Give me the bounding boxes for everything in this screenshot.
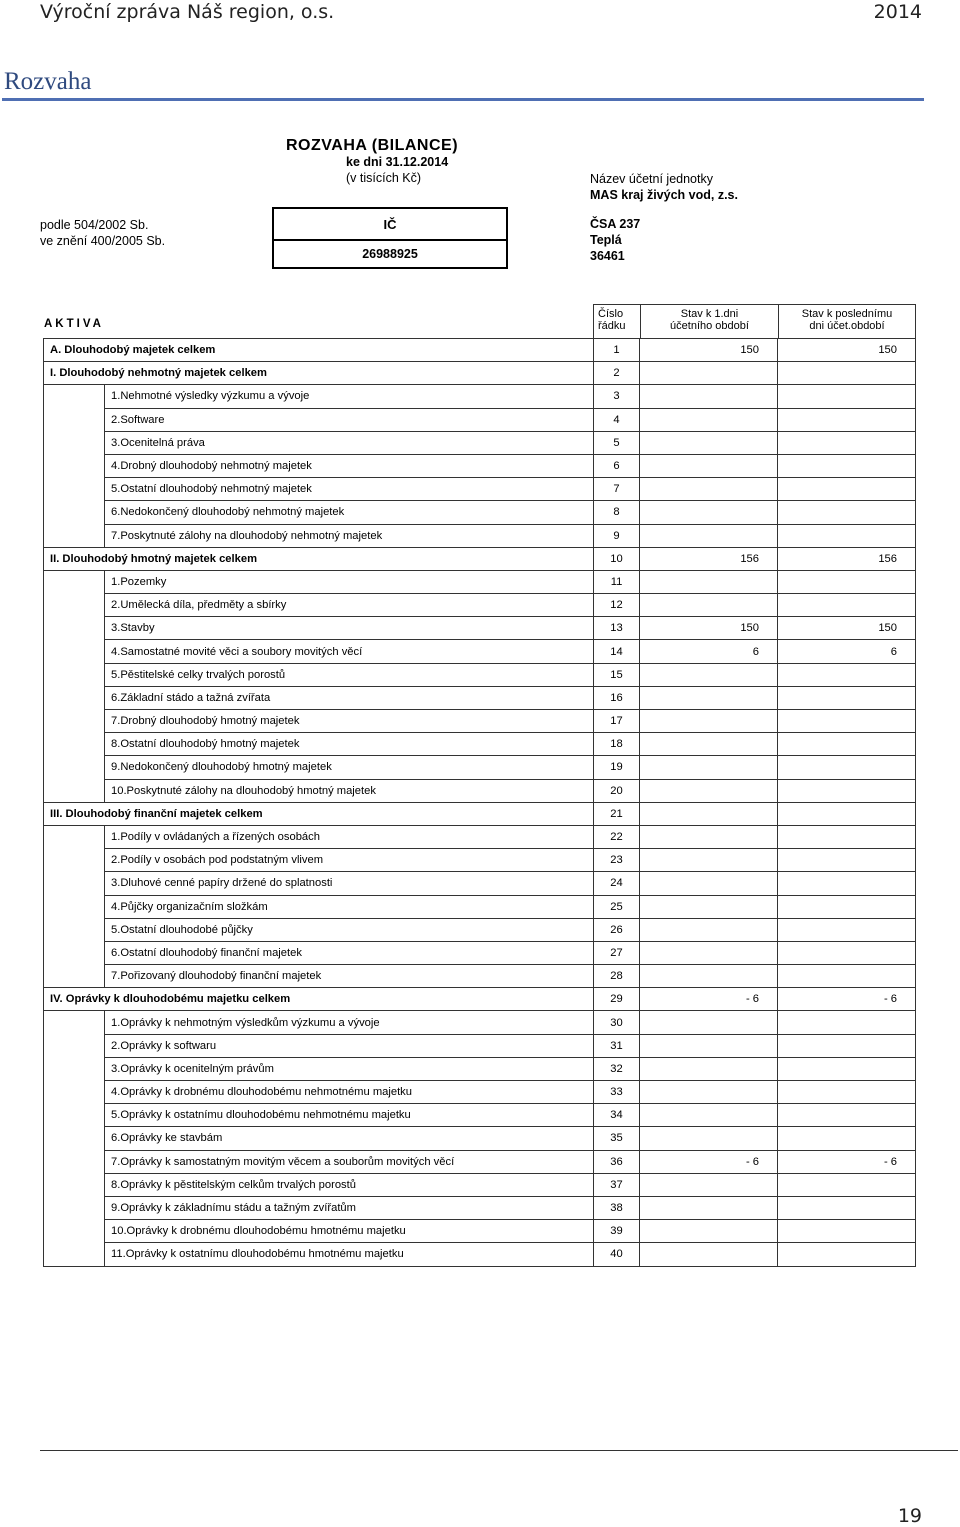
- section-title: Rozvaha: [4, 68, 92, 95]
- row-value-end: [778, 825, 916, 848]
- table-row: [44, 640, 916, 663]
- row-indent: [44, 825, 105, 848]
- legal-line-2: ve znění 400/2005 Sb.: [40, 234, 166, 248]
- legal-line-1: podle 504/2002 Sb.: [40, 218, 149, 232]
- row-value-end: [778, 594, 916, 617]
- table-row: [44, 872, 916, 895]
- row-value-end: [778, 1173, 916, 1196]
- table-row: [44, 1034, 916, 1057]
- row-indent: [44, 408, 105, 431]
- row-value-start: [640, 524, 778, 547]
- row-value-end: [778, 895, 916, 918]
- row-indent: [44, 756, 105, 779]
- row-value-end: 150: [778, 617, 916, 640]
- row-value-start: [640, 594, 778, 617]
- table-row: [44, 570, 916, 593]
- row-value-start: [640, 1034, 778, 1057]
- row-value-start: [640, 408, 778, 431]
- table-row: [44, 547, 916, 570]
- table-row: [44, 339, 916, 362]
- row-number: 1: [594, 339, 640, 362]
- row-indent: [44, 1150, 105, 1173]
- column-header-end-1: Stav k poslednímu: [801, 308, 893, 320]
- row-label: A. Dlouhodobý majetek celkem: [44, 339, 594, 362]
- row-label: I. Dlouhodobý nehmotný majetek celkem: [44, 362, 594, 385]
- row-value-end: [778, 1243, 916, 1266]
- entity-address: [590, 216, 640, 264]
- row-label: 7.Poskytnuté zálohy na dlouhodobý nehmotný majetek: [105, 524, 594, 547]
- row-value-start: [640, 825, 778, 848]
- row-label: 4.Samostatné movité věci a soubory movitých věcí: [105, 640, 594, 663]
- row-label: 6.Nedokončený dlouhodobý nehmotný majetek: [105, 501, 594, 524]
- row-label: 1.Podíly v ovládaných a řízených osobách: [105, 825, 594, 848]
- row-label: 6.Oprávky ke stavbám: [105, 1127, 594, 1150]
- row-indent: [44, 710, 105, 733]
- column-header-start-1: Stav k 1.dni: [680, 308, 739, 320]
- table-row: [44, 941, 916, 964]
- table-row: [44, 362, 916, 385]
- row-value-start: [640, 1173, 778, 1196]
- row-value-end: [778, 733, 916, 756]
- row-indent: [44, 849, 105, 872]
- row-label: 7.Drobný dlouhodobý hmotný majetek: [105, 710, 594, 733]
- row-number: 19: [594, 756, 640, 779]
- row-number: 16: [594, 686, 640, 709]
- row-value-end: [778, 802, 916, 825]
- row-number: 13: [594, 617, 640, 640]
- row-number: 9: [594, 524, 640, 547]
- row-value-start: 6: [640, 640, 778, 663]
- row-value-start: [640, 454, 778, 477]
- row-value-end: [778, 501, 916, 524]
- form-date: ke dni 31.12.2014: [346, 155, 449, 169]
- row-number: 31: [594, 1034, 640, 1057]
- row-number: 26: [594, 918, 640, 941]
- row-number: 33: [594, 1081, 640, 1104]
- table-row: [44, 1011, 916, 1034]
- row-label: 5.Ostatní dlouhodobé půjčky: [105, 918, 594, 941]
- row-indent: [44, 895, 105, 918]
- column-header-start-2: účetního období: [670, 320, 749, 332]
- row-value-start: [640, 872, 778, 895]
- row-number: 34: [594, 1104, 640, 1127]
- row-value-end: [778, 1034, 916, 1057]
- row-label: 1.Nehmotné výsledky výzkumu a vývoje: [105, 385, 594, 408]
- row-number: 32: [594, 1057, 640, 1080]
- row-label: 2.Umělecká díla, předměty a sbírky: [105, 594, 594, 617]
- row-value-start: [640, 941, 778, 964]
- row-label: 3.Dluhové cenné papíry držené do splatnosti: [105, 872, 594, 895]
- table-row: [44, 431, 916, 454]
- table-row: [44, 988, 916, 1011]
- row-value-end: - 6: [778, 1150, 916, 1173]
- table-row: [44, 825, 916, 848]
- row-value-end: [778, 663, 916, 686]
- row-value-end: [778, 1196, 916, 1219]
- row-value-start: [640, 478, 778, 501]
- table-row: [44, 408, 916, 431]
- row-number: 6: [594, 454, 640, 477]
- row-indent: [44, 501, 105, 524]
- row-value-start: [640, 779, 778, 802]
- row-label: 6.Základní stádo a tažná zvířata: [105, 686, 594, 709]
- row-number: 30: [594, 1011, 640, 1034]
- row-value-end: [778, 941, 916, 964]
- table-row: [44, 1127, 916, 1150]
- row-label: 3.Oprávky k ocenitelným právům: [105, 1057, 594, 1080]
- row-number: 25: [594, 895, 640, 918]
- column-header-line-number: [594, 305, 640, 338]
- column-header-end: [778, 305, 915, 338]
- row-indent: [44, 1243, 105, 1266]
- entity-label: Název účetní jednotky: [590, 172, 713, 186]
- row-label: 5.Ostatní dlouhodobý nehmotný majetek: [105, 478, 594, 501]
- row-label: II. Dlouhodobý hmotný majetek celkem: [44, 547, 594, 570]
- legal-reference: [40, 217, 165, 249]
- form-title: ROZVAHA (BILANCE): [286, 137, 459, 154]
- row-label: 10.Oprávky k drobnému dlouhodobému hmotnému majetku: [105, 1220, 594, 1243]
- row-number: 14: [594, 640, 640, 663]
- row-label: 2.Software: [105, 408, 594, 431]
- row-label: 11.Oprávky k ostatnímu dlouhodobému hmotnému majetku: [105, 1243, 594, 1266]
- entity-name: MAS kraj živých vod, z.s.: [590, 188, 738, 202]
- row-value-end: 150: [778, 339, 916, 362]
- document-title: Výroční zpráva Náš region, o.s.: [40, 1, 335, 23]
- row-value-end: [778, 478, 916, 501]
- row-value-end: [778, 779, 916, 802]
- row-value-start: [640, 1081, 778, 1104]
- table-row: [44, 733, 916, 756]
- row-value-end: [778, 686, 916, 709]
- row-indent: [44, 941, 105, 964]
- table-row: [44, 686, 916, 709]
- row-value-start: 150: [640, 339, 778, 362]
- row-indent: [44, 385, 105, 408]
- row-value-start: [640, 362, 778, 385]
- row-indent: [44, 478, 105, 501]
- row-label: 1.Oprávky k nehmotným výsledkům výzkumu a vývoje: [105, 1011, 594, 1034]
- table-row: [44, 1220, 916, 1243]
- aktiva-label: AKTIVA: [44, 318, 104, 330]
- page-number: 19: [897, 1505, 922, 1527]
- report-year: 2014: [873, 1, 922, 23]
- row-value-end: [778, 1057, 916, 1080]
- column-headers: [593, 304, 916, 339]
- table-row: [44, 895, 916, 918]
- row-value-start: [640, 849, 778, 872]
- row-number: 15: [594, 663, 640, 686]
- row-number: 39: [594, 1220, 640, 1243]
- row-number: 22: [594, 825, 640, 848]
- ic-label: IČ: [274, 209, 506, 241]
- table-row: [44, 385, 916, 408]
- row-value-end: [778, 1104, 916, 1127]
- row-value-end: [778, 1127, 916, 1150]
- row-label: 5.Oprávky k ostatnímu dlouhodobému nehmotnému majetku: [105, 1104, 594, 1127]
- row-indent: [44, 454, 105, 477]
- row-value-start: [640, 1243, 778, 1266]
- row-indent: [44, 617, 105, 640]
- balance-sheet-table: [43, 338, 916, 1267]
- row-value-start: [640, 1196, 778, 1219]
- table-row: [44, 617, 916, 640]
- row-indent: [44, 1034, 105, 1057]
- balance-sheet-body: [44, 339, 916, 1267]
- table-row: [44, 1081, 916, 1104]
- table-row: [44, 918, 916, 941]
- row-value-end: [778, 965, 916, 988]
- row-indent: [44, 431, 105, 454]
- row-value-end: [778, 524, 916, 547]
- row-number: 20: [594, 779, 640, 802]
- address-city: Teplá: [590, 233, 622, 247]
- row-value-end: - 6: [778, 988, 916, 1011]
- row-value-start: [640, 1104, 778, 1127]
- table-row: [44, 524, 916, 547]
- row-value-start: [640, 431, 778, 454]
- running-header: [0, 0, 960, 26]
- row-number: 23: [594, 849, 640, 872]
- row-value-end: [778, 385, 916, 408]
- row-value-start: [640, 686, 778, 709]
- row-label: 3.Ocenitelná práva: [105, 431, 594, 454]
- row-number: 40: [594, 1243, 640, 1266]
- row-number: 37: [594, 1173, 640, 1196]
- column-header-end-2: dni účet.období: [809, 320, 885, 332]
- row-value-start: 150: [640, 617, 778, 640]
- column-header-start: [640, 305, 778, 338]
- row-value-start: - 6: [640, 988, 778, 1011]
- row-indent: [44, 872, 105, 895]
- row-number: 17: [594, 710, 640, 733]
- row-label: 7.Pořizovaný dlouhodobý finanční majetek: [105, 965, 594, 988]
- ic-box: [272, 207, 508, 269]
- row-value-end: [778, 1220, 916, 1243]
- row-value-start: 156: [640, 547, 778, 570]
- row-number: 28: [594, 965, 640, 988]
- row-value-start: [640, 1127, 778, 1150]
- row-value-start: [640, 570, 778, 593]
- table-row: [44, 663, 916, 686]
- row-indent: [44, 918, 105, 941]
- row-label: 2.Oprávky k softwaru: [105, 1034, 594, 1057]
- row-number: 35: [594, 1127, 640, 1150]
- row-label: 2.Podíly v osobách pod podstatným vlivem: [105, 849, 594, 872]
- table-row: [44, 478, 916, 501]
- table-row: [44, 1173, 916, 1196]
- table-row: [44, 1104, 916, 1127]
- row-number: 18: [594, 733, 640, 756]
- address-zip: 36461: [590, 249, 625, 263]
- row-value-start: [640, 1057, 778, 1080]
- row-value-end: [778, 849, 916, 872]
- row-number: 10: [594, 547, 640, 570]
- row-indent: [44, 686, 105, 709]
- row-value-end: [778, 1011, 916, 1034]
- row-number: 3: [594, 385, 640, 408]
- row-value-start: [640, 802, 778, 825]
- row-value-end: [778, 918, 916, 941]
- row-number: 21: [594, 802, 640, 825]
- row-label: 10.Poskytnuté zálohy na dlouhodobý hmotný majetek: [105, 779, 594, 802]
- row-value-end: [778, 756, 916, 779]
- row-value-start: [640, 710, 778, 733]
- row-label: 4.Drobný dlouhodobý nehmotný majetek: [105, 454, 594, 477]
- row-value-start: [640, 501, 778, 524]
- row-value-end: [778, 872, 916, 895]
- row-number: 36: [594, 1150, 640, 1173]
- row-indent: [44, 1104, 105, 1127]
- row-label: 1.Pozemky: [105, 570, 594, 593]
- row-value-start: [640, 895, 778, 918]
- table-row: [44, 1057, 916, 1080]
- row-value-start: [640, 733, 778, 756]
- table-row: [44, 1243, 916, 1266]
- table-row: [44, 756, 916, 779]
- row-indent: [44, 1127, 105, 1150]
- entity-block: [590, 171, 738, 203]
- row-label: 7.Oprávky k samostatným movitým věcem a souborům movitých věcí: [105, 1150, 594, 1173]
- table-row: [44, 454, 916, 477]
- address-street: ČSA 237: [590, 217, 641, 231]
- row-indent: [44, 779, 105, 802]
- column-header-line-number-2: řádku: [598, 320, 626, 332]
- row-indent: [44, 524, 105, 547]
- row-label: 4.Půjčky organizačním složkám: [105, 895, 594, 918]
- row-value-end: [778, 362, 916, 385]
- row-label: IV. Oprávky k dlouhodobému majetku celkem: [44, 988, 594, 1011]
- row-value-start: [640, 1220, 778, 1243]
- row-number: 4: [594, 408, 640, 431]
- row-label: 4.Oprávky k drobnému dlouhodobému nehmotnému majetku: [105, 1081, 594, 1104]
- row-indent: [44, 570, 105, 593]
- row-value-end: [778, 408, 916, 431]
- table-row: [44, 779, 916, 802]
- row-label: 5.Pěstitelské celky trvalých porostů: [105, 663, 594, 686]
- row-number: 8: [594, 501, 640, 524]
- row-number: 2: [594, 362, 640, 385]
- row-value-start: [640, 918, 778, 941]
- table-row: [44, 710, 916, 733]
- row-value-start: [640, 756, 778, 779]
- row-indent: [44, 1081, 105, 1104]
- row-number: 12: [594, 594, 640, 617]
- row-indent: [44, 1011, 105, 1034]
- row-label: 9.Oprávky k základnímu stádu a tažným zvířatům: [105, 1196, 594, 1219]
- row-label: 9.Nedokončený dlouhodobý hmotný majetek: [105, 756, 594, 779]
- row-indent: [44, 594, 105, 617]
- row-indent: [44, 1173, 105, 1196]
- row-number: 5: [594, 431, 640, 454]
- row-number: 29: [594, 988, 640, 1011]
- row-label: 8.Ostatní dlouhodobý hmotný majetek: [105, 733, 594, 756]
- row-indent: [44, 1057, 105, 1080]
- row-indent: [44, 1220, 105, 1243]
- row-value-start: [640, 965, 778, 988]
- table-row: [44, 802, 916, 825]
- table-row: [44, 501, 916, 524]
- footer-rule: [40, 1450, 958, 1451]
- row-indent: [44, 640, 105, 663]
- row-value-end: 156: [778, 547, 916, 570]
- table-row: [44, 965, 916, 988]
- column-header-line-number-1: Číslo: [598, 308, 624, 320]
- section-underline: [2, 98, 924, 101]
- row-indent: [44, 965, 105, 988]
- row-value-end: [778, 1081, 916, 1104]
- row-value-start: [640, 385, 778, 408]
- row-label: 8.Oprávky k pěstitelským celkům trvalých porostů: [105, 1173, 594, 1196]
- row-number: 24: [594, 872, 640, 895]
- row-value-end: [778, 570, 916, 593]
- form-units: (v tisících Kč): [346, 171, 422, 185]
- row-number: 7: [594, 478, 640, 501]
- row-indent: [44, 733, 105, 756]
- row-number: 27: [594, 941, 640, 964]
- row-value-start: [640, 1011, 778, 1034]
- row-value-end: 6: [778, 640, 916, 663]
- row-number: 38: [594, 1196, 640, 1219]
- row-label: III. Dlouhodobý finanční majetek celkem: [44, 802, 594, 825]
- row-number: 11: [594, 570, 640, 593]
- ic-value: 26988925: [362, 247, 418, 261]
- row-indent: [44, 663, 105, 686]
- table-row: [44, 849, 916, 872]
- row-value-start: - 6: [640, 1150, 778, 1173]
- row-label: 6.Ostatní dlouhodobý finanční majetek: [105, 941, 594, 964]
- row-indent: [44, 1196, 105, 1219]
- table-row: [44, 1150, 916, 1173]
- table-row: [44, 594, 916, 617]
- row-value-end: [778, 431, 916, 454]
- table-row: [44, 1196, 916, 1219]
- row-value-end: [778, 710, 916, 733]
- row-value-start: [640, 663, 778, 686]
- row-value-end: [778, 454, 916, 477]
- row-label: 3.Stavby: [105, 617, 594, 640]
